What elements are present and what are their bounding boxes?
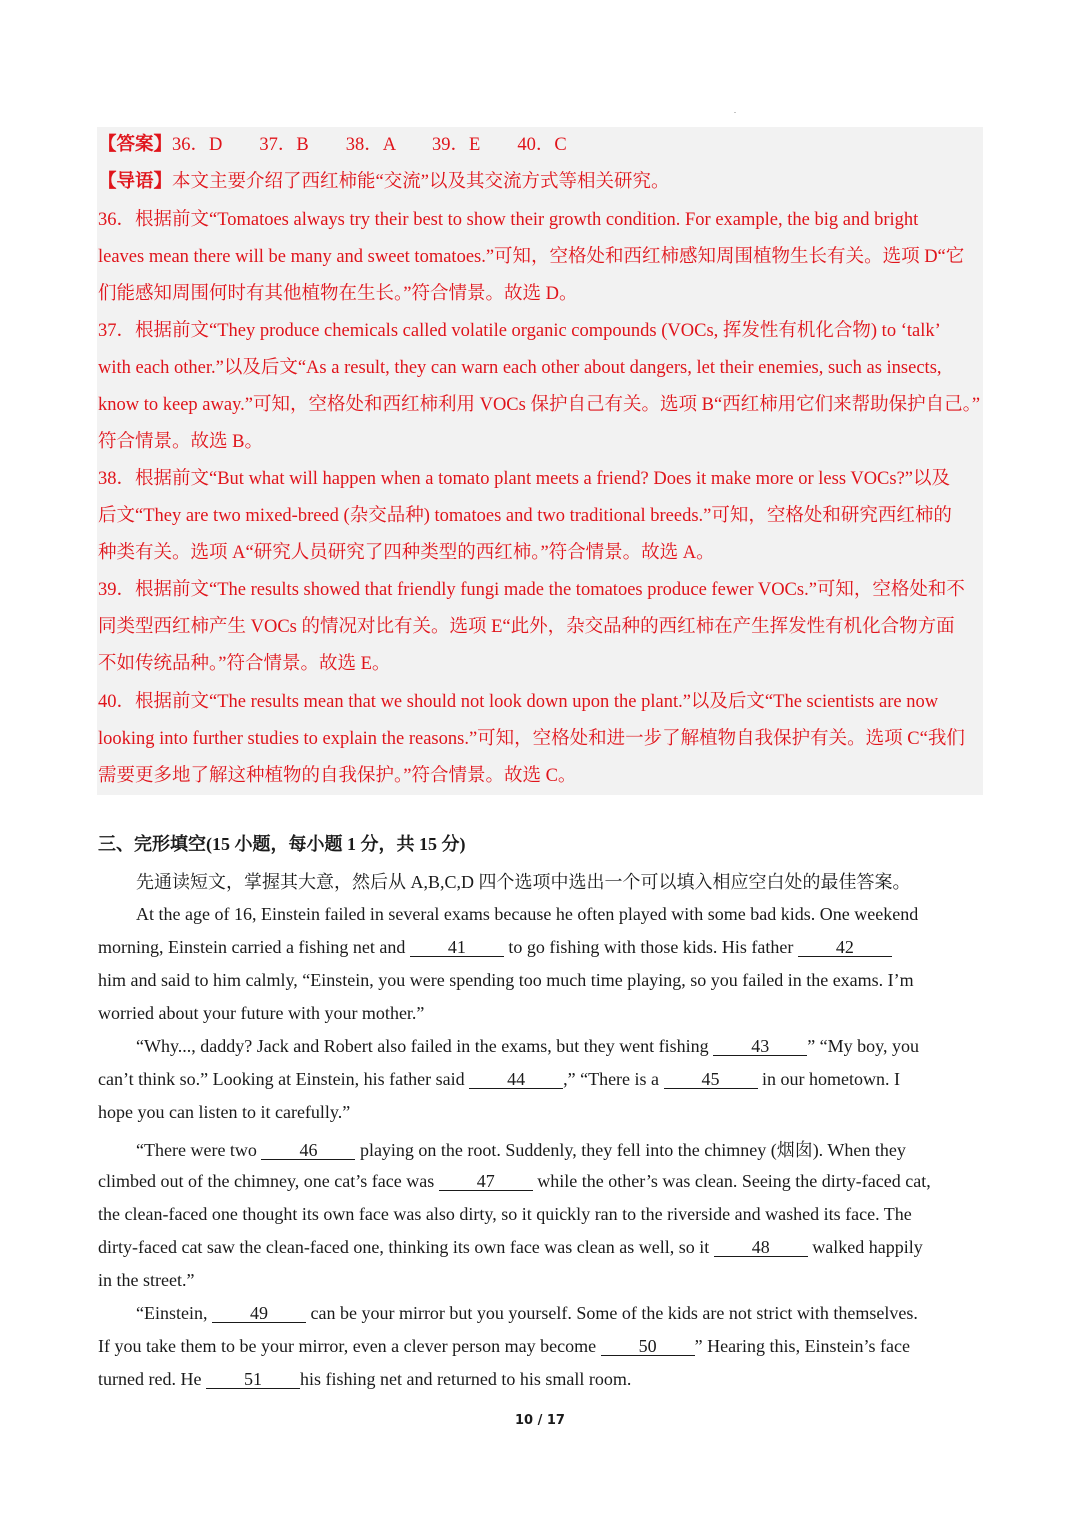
explanation-line: 需要更多地了解这种植物的自我保护。”符合情景。故选 C。 (98, 766, 577, 786)
explanation-line: 后文“They are two mixed-breed (杂交品种) tomatoes and two traditional breeds.”可知，空格处和研究西红柿的 (98, 506, 952, 526)
passage-line: hope you can listen to it carefully.” (98, 1102, 351, 1122)
blank-51[interactable]: 51 (206, 1370, 300, 1389)
passage-line: can’t think so.” Looking at Einstein, his father said 44 ,” “There is a 45 in our hometown. I (98, 1069, 901, 1089)
passage-line: dirty-faced cat saw the clean-faced one, thinking its own face was clean as well, so it 48 walked happily (98, 1237, 923, 1257)
explanation-line: 同类型西红柿产生 VOCs 的情况对比有关。选项 E“此外，杂交品种的西红柿在产生挥发性有机化合物方面 (98, 617, 955, 637)
passage-line: morning, Einstein carried a fishing net and 41 to go fishing with those kids. His father 42 (98, 937, 892, 958)
blank-43[interactable]: 43 (713, 1037, 807, 1056)
passage-line: climbed out of the chimney, one cat’s face was 47 while the other’s was clean. Seeing the dirty-faced cat, (98, 1171, 931, 1191)
blank-50[interactable]: 50 (601, 1337, 695, 1356)
explanation-line: know to keep away.”可知，空格处和西红柿利用 VOCs 保护自己有关。选项 B“西红柿用它们来帮助保护自己。” (98, 395, 981, 415)
blank-44[interactable]: 44 (469, 1070, 563, 1089)
instruction-text: 先通读短文，掌握其大意，然后从 A,B,C,D 四个选项中选出一个可以填入相应空白处的最佳答案。 (136, 872, 911, 892)
blank-48[interactable]: 48 (714, 1238, 808, 1257)
passage-line: worried about your future with your mother.” (98, 1003, 425, 1023)
explanation-line: 36．根据前文“Tomatoes always try their best to show their growth condition. For example, the big and bright (98, 210, 919, 230)
explanation-line: 们能感知周围何时有其他植物在生长。”符合情景。故选 D。 (98, 284, 578, 304)
explanation-line: 不如传统品种。”符合情景。故选 E。 (98, 654, 391, 674)
passage-line: If you take them to be your mirror, even a clever person may become 50 ” Hearing this, Einstein’s face (98, 1336, 911, 1356)
stray-dot: . (734, 106, 736, 115)
explanation-line: with each other.”以及后文“As a result, they can warn each other about dangers, let their enemies, such as insects, (98, 358, 942, 378)
passage-line: the clean-faced one thought its own face was also dirty, so it quickly ran to the riverside and washed its face. The (98, 1204, 912, 1224)
passage-line: “Why..., daddy? Jack and Robert also failed in the exams, but they went fishing 43 ” “My boy, you (136, 1036, 920, 1056)
blank-42[interactable]: 42 (798, 938, 892, 957)
explanation-line: looking into further studies to explain the reasons.”可知，空格处和进一步了解植物自我保护有关。选项 C“我们 (98, 729, 965, 749)
explanation-line: 39．根据前文“The results showed that friendly fungi made the tomatoes produce fewer VOCs.”可知，空格处和不 (98, 580, 965, 600)
passage-line: “Einstein, 49 can be your mirror but you yourself. Some of the kids are not strict with themselves. (136, 1303, 918, 1323)
passage-line: turned red. He 51 his fishing net and returned to his small room. (98, 1369, 632, 1389)
passage-line: him and said to him calmly, “Einstein, you were spending too much time playing, so you failed in the exams. I’m (98, 970, 914, 990)
passage-line: in the street.” (98, 1270, 195, 1290)
section-title: 三、完形填空(15 小题，每小题 1 分，共 15 分) (98, 834, 466, 854)
blank-41[interactable]: 41 (410, 938, 504, 957)
explanation-line: 37．根据前文“They produce chemicals called volatile organic compounds (VOCs, 挥发性有机化合物) to ‘talk’ (98, 321, 941, 341)
explanation-line: 40．根据前文“The results mean that we should not look down upon the plant.”以及后文“The scientists are now (98, 692, 939, 712)
answer-key-label: 【答案】 (98, 135, 173, 155)
explanation-line: leaves mean there will be many and sweet tomatoes.”可知，空格处和西红柿感知周围植物生长有关。选项 D“它 (98, 247, 965, 267)
blank-49[interactable]: 49 (212, 1304, 306, 1323)
answer-key-text: 36．D 37．B 38．A 39．E 40．C (172, 135, 567, 155)
guide-text: 本文主要介绍了西红柿能“交流”以及其交流方式等相关研究。 (172, 172, 670, 192)
explanation-line: 种类有关。选项 A“研究人员研究了四种类型的西红柿。”符合情景。故选 A。 (98, 543, 715, 563)
guide-line (98, 167, 669, 193)
explanation-line: 38．根据前文“But what will happen when a tomato plant meets a friend? Does it make more or less VOCs?”以及 (98, 469, 951, 489)
page-number: 10 / 17 (515, 1413, 565, 1428)
explanation-line: 符合情景。故选 B。 (98, 432, 263, 452)
blank-46[interactable]: 46 (261, 1141, 355, 1160)
blank-47[interactable]: 47 (439, 1172, 533, 1191)
passage-line: “There were two 46 playing on the root. Suddenly, they fell into the chimney (烟囱). When they (136, 1140, 906, 1160)
passage-line: At the age of 16, Einstein failed in several exams because he often played with some bad kids. One weekend (136, 904, 919, 924)
guide-label: 【导语】 (98, 172, 173, 192)
blank-45[interactable]: 45 (664, 1070, 758, 1089)
answer-key-line (98, 130, 567, 156)
